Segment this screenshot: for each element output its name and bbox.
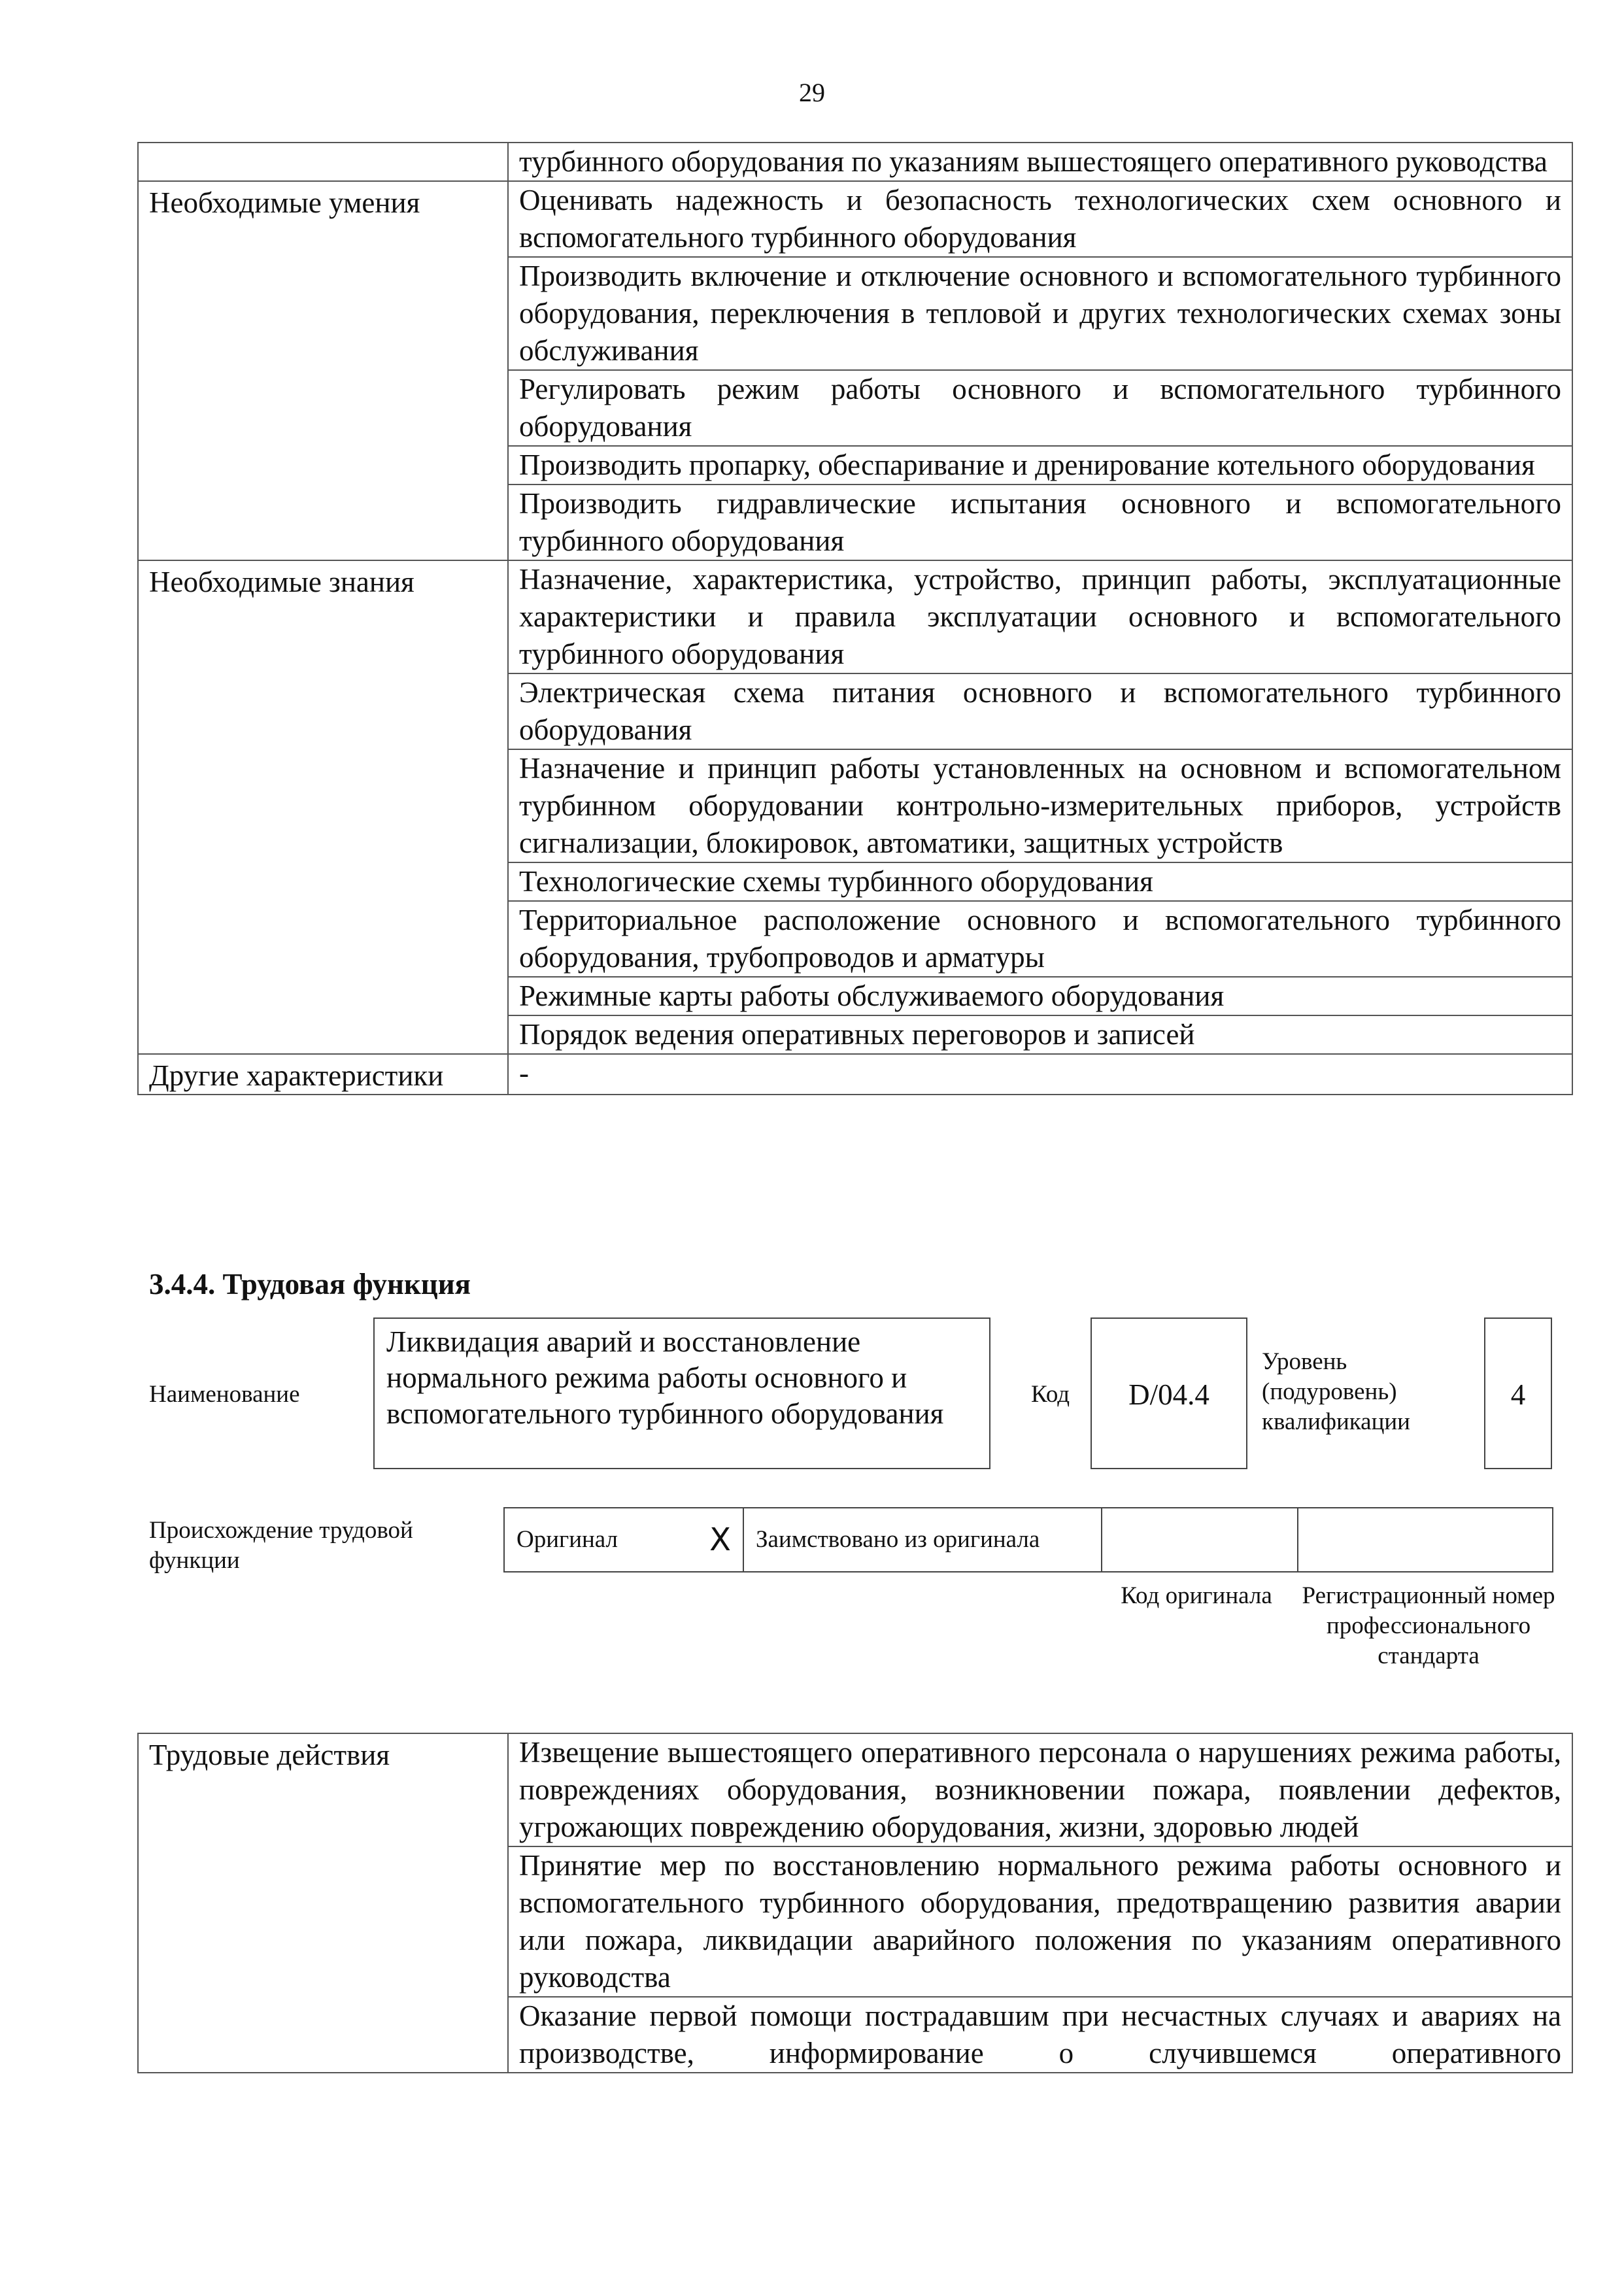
table-cell: Производить пропарку, обеспаривание и дренирование котельного оборудования (519, 449, 1535, 481)
row-label-knowledge: Необходимые знания (138, 560, 508, 1054)
table-cell: Технологические схемы турбинного оборудования (519, 865, 1153, 898)
row-content (508, 446, 1572, 484)
row-label-other: Другие характеристики (138, 1054, 508, 1095)
row-content (508, 560, 1572, 673)
row-label-actions: Трудовые действия (138, 1733, 508, 2073)
row-content (508, 749, 1572, 862)
page-number: 29 (799, 78, 825, 107)
section-heading: 3.4.4. Трудовая функция (149, 1268, 471, 1300)
original-label: Оригинал (516, 1526, 618, 1553)
table-cell: Регулировать режим работы основного и вспомогательного турбинного оборудования (519, 373, 1561, 443)
table-row (138, 1054, 1572, 1095)
table-cell: Принятие мер по восстановлению нормального режима работы основного и вспомогательного турбинного оборудования, предотвращению развития аварии или пожара, ликвидации аварийного положения по указаниям оперативного руководства (519, 1849, 1561, 1994)
table-cell: Оценивать надежность и безопасность технологических схем основного и вспомогательного турбинного оборудования (519, 184, 1561, 254)
labor-actions-table (137, 1733, 1573, 2073)
row-content (508, 484, 1572, 560)
row-content (508, 143, 1572, 181)
table-row (138, 1733, 1572, 1846)
origin-original-cell (504, 1508, 743, 1572)
table-cell: Режимные карты работы обслуживаемого оборудования (519, 979, 1225, 1012)
origin-code-cell (1102, 1508, 1298, 1572)
row-content (508, 901, 1572, 977)
registration-number-note: Регистрационный номер профессионального стандарта (1302, 1582, 1555, 1669)
row-content (508, 1015, 1572, 1054)
table-cell: Производить включение и отключение основного и вспомогательного турбинного оборудования, переключения в тепловой и других технологических схемах зоны обслуживания (519, 260, 1561, 367)
qualification-level-box: 4 (1484, 1318, 1552, 1469)
table-cell: - (519, 1057, 529, 1089)
row-content (508, 1054, 1572, 1095)
table-cell: Электрическая схема питания основного и вспомогательного турбинного оборудования (519, 676, 1561, 746)
borrowed-label: Заимствовано из оригинала (743, 1508, 1102, 1572)
row-content (508, 1997, 1572, 2073)
row-content (508, 370, 1572, 446)
table-row (138, 560, 1572, 673)
requirements-table (137, 142, 1573, 1095)
table-cell: турбинного оборудования по указаниям вышестоящего оперативного руководства (519, 145, 1548, 178)
original-code-note: Код оригинала (1121, 1582, 1272, 1609)
row-content (508, 977, 1572, 1015)
function-code-box: D/04.4 (1091, 1318, 1247, 1469)
row-label (138, 143, 508, 181)
origin-reg-cell (1298, 1508, 1553, 1572)
table-cell: Назначение и принцип работы установленных на основном и вспомогательном турбинном оборудовании контрольно-измерительных приборов, устройств сигнализации, блокировок, автоматики, защитных устройств (519, 752, 1561, 859)
origin-table (503, 1507, 1553, 1572)
level-label: Уровень (подуровень) квалификации (1262, 1348, 1410, 1435)
table-row (138, 143, 1572, 181)
function-name-box: Ликвидация аварий и восстановление нормального режима работы основного и вспомогательного турбинного оборудования (373, 1318, 990, 1469)
origin-label: Происхождение трудовой функции (149, 1517, 413, 1574)
row-content (508, 257, 1572, 370)
row-content (508, 181, 1572, 257)
table-cell: Порядок ведения оперативных переговоров и записей (519, 1018, 1195, 1051)
row-label-skills: Необходимые умения (138, 181, 508, 560)
table-cell: Назначение, характеристика, устройство, принцип работы, эксплуатационные характеристики и правила эксплуатации основного и вспомогательного турбинного оборудования (519, 563, 1561, 670)
table-cell: Производить гидравлические испытания основного и вспомогательного турбинного оборудования (519, 487, 1561, 557)
table-cell: Извещение вышестоящего оперативного персонала о нарушениях режима работы, повреждениях оборудования, возникновении пожара, появлении дефектов, угрожающих повреждению оборудования, жизни, здоровью людей (519, 1736, 1561, 1843)
row-content (508, 862, 1572, 901)
table-cell: Территориальное расположение основного и вспомогательного турбинного оборудования, трубопроводов и арматуры (519, 904, 1561, 974)
x-mark: X (709, 1522, 731, 1558)
table-row (138, 181, 1572, 257)
name-label: Наименование (149, 1381, 300, 1408)
code-label: Код (1031, 1381, 1070, 1408)
table-cell: Оказание первой помощи пострадавшим при несчастных случаях и авариях на производстве, информирование о случившемся оперативного (519, 1999, 1561, 2069)
row-content (508, 673, 1572, 749)
row-content (508, 1733, 1572, 1846)
row-content (508, 1846, 1572, 1997)
